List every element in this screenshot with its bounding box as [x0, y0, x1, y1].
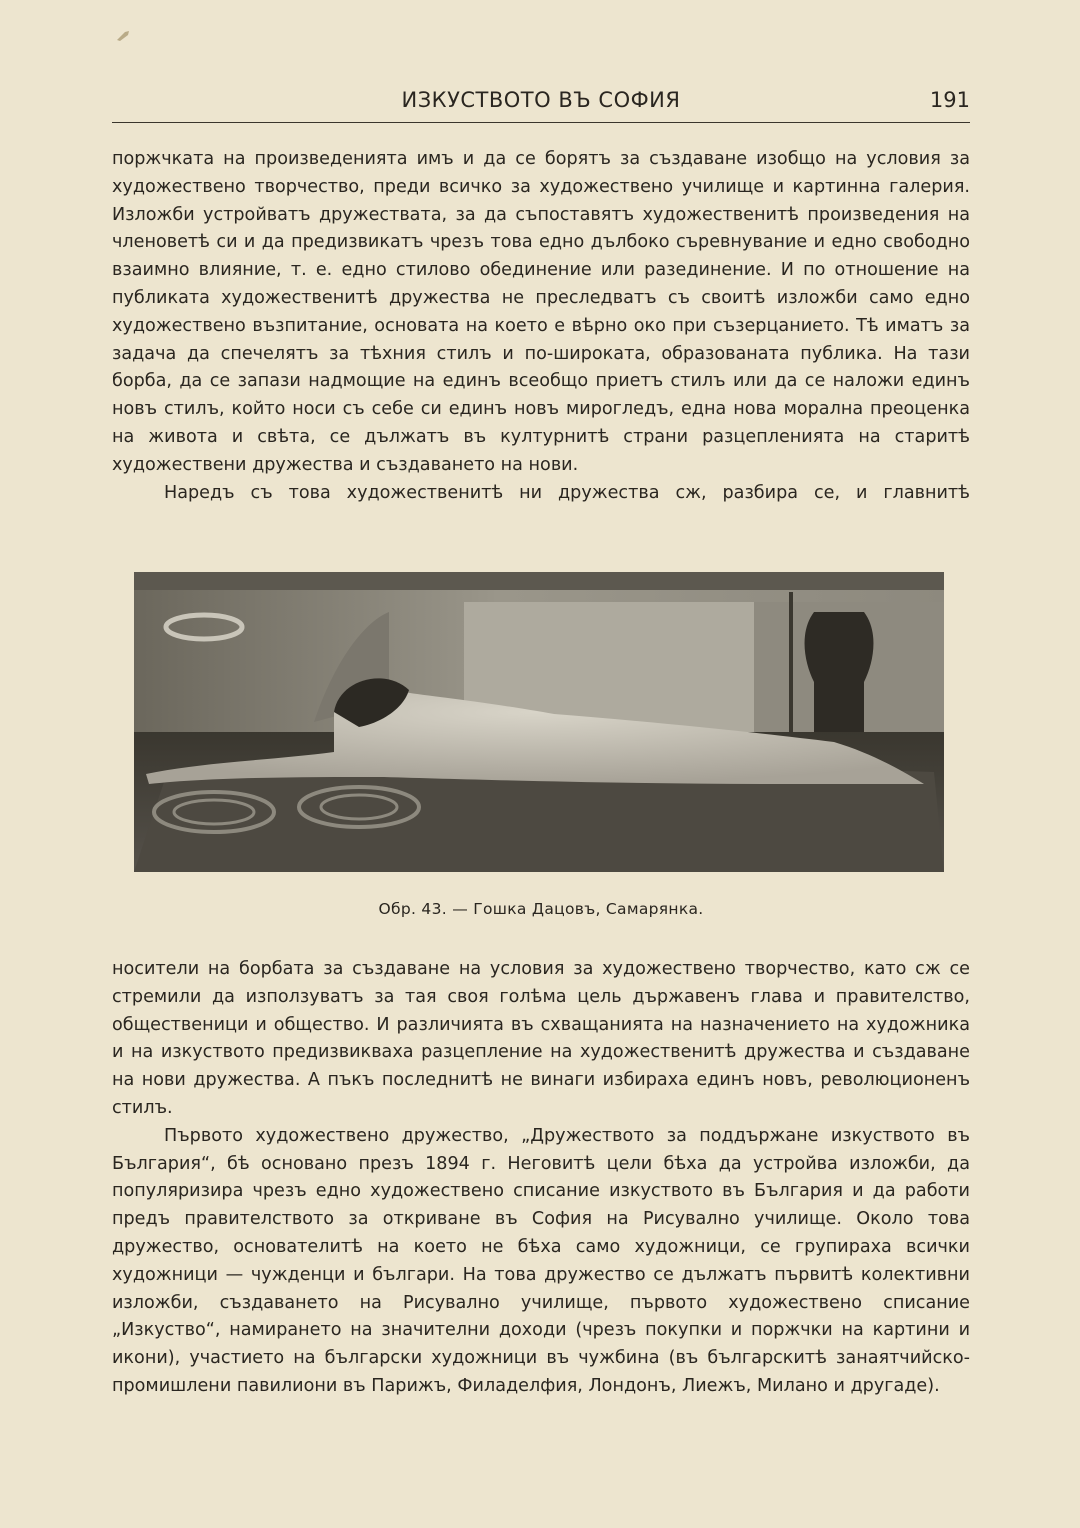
paragraph: Наредъ съ това художественитѣ ни дружества сж, разбира се, и главнитѣ [164, 482, 970, 503]
painting-reproduction [134, 572, 944, 872]
paragraph: Първото художествено дружество, „Дружеството за поддържане изкуството въ България“, бѣ основано презъ 1894 г. Неговитѣ цели бѣха да устройва изложби, да популяризира чрезъ едно художествено списание изкуството въ България и да работи предъ правителството за откриване въ София на Рисувално училище. Около това дружество, основателитѣ на което не бѣха само художници, се групираха всички художници — чужденци и българи. На това дружество се дължатъ първитѣ колективни изложби, създаването на Рисувално училище, първото художествено списание „Изкуство“, намирането на значителни доходи (чрезъ покупки и поржчки на картини и икони), участието на български художници въ чужбина (въ българскитѣ занаятчийско-промишлени павилиони въ Парижъ, Филаделфия, Лондонъ, Лиежъ, Милано и другаде). [112, 1125, 970, 1396]
vase [805, 612, 874, 742]
figure-caption: Обр. 43. — Гошка Дацовъ, Самарянка. [378, 900, 704, 918]
ink-smudge [116, 30, 130, 42]
paragraph: носители на борбата за създаване на условия за художествено творчество, като сж се стремили да използуватъ за тая своя голѣма цель държавенъ глава и правителство, общественици и общество. И различията въ схващанията на назначението на художника и на изкуството предизвикваха разцепление на художественитѣ дружества и създаване на нови дружества. А пъкъ последнитѣ не винаги избираха единъ новъ, революционенъ стилъ. [112, 959, 970, 1118]
running-header [112, 86, 970, 123]
running-header-title: ИЗКУСТВОТО ВЪ СОФИЯ [401, 88, 681, 112]
text-block-top [112, 146, 970, 507]
paragraph: поржчката на произведенията имъ и да се борятъ за създаване изобщо на условия за художествено творчество, преди всичко за художествено училище и картинна галерия. Изложби устройватъ дружествата, за да съпоставятъ художественитѣ произведения на членоветѣ си и да предизвикатъ чрезъ това едно дълбоко съревнувание и едно свободно взаимно влияние, т. е. едно стилово обединение или разединение. И по отношение на публиката художественитѣ дружества не преследватъ съ своитѣ изложби само едно художествено възпитание, основата на което е вѣрно око при съзерцанието. Тѣ иматъ за задача да спечелятъ за тѣхния стилъ и по-широката, образованата публика. На тази борба, да се запази надмощие на единъ всеобщо приетъ стилъ или да се наложи единъ новъ стилъ, който носи съ себе си единъ новъ мирогледъ, една нова морална преоценка на живота и свѣта, се дължатъ въ културнитѣ страни разцепленията на старитѣ художествени дружества и създаването на нови. [112, 149, 970, 475]
page-number: 191 [929, 88, 970, 112]
figure-painting [134, 572, 944, 872]
text-block-bottom [112, 956, 970, 1401]
